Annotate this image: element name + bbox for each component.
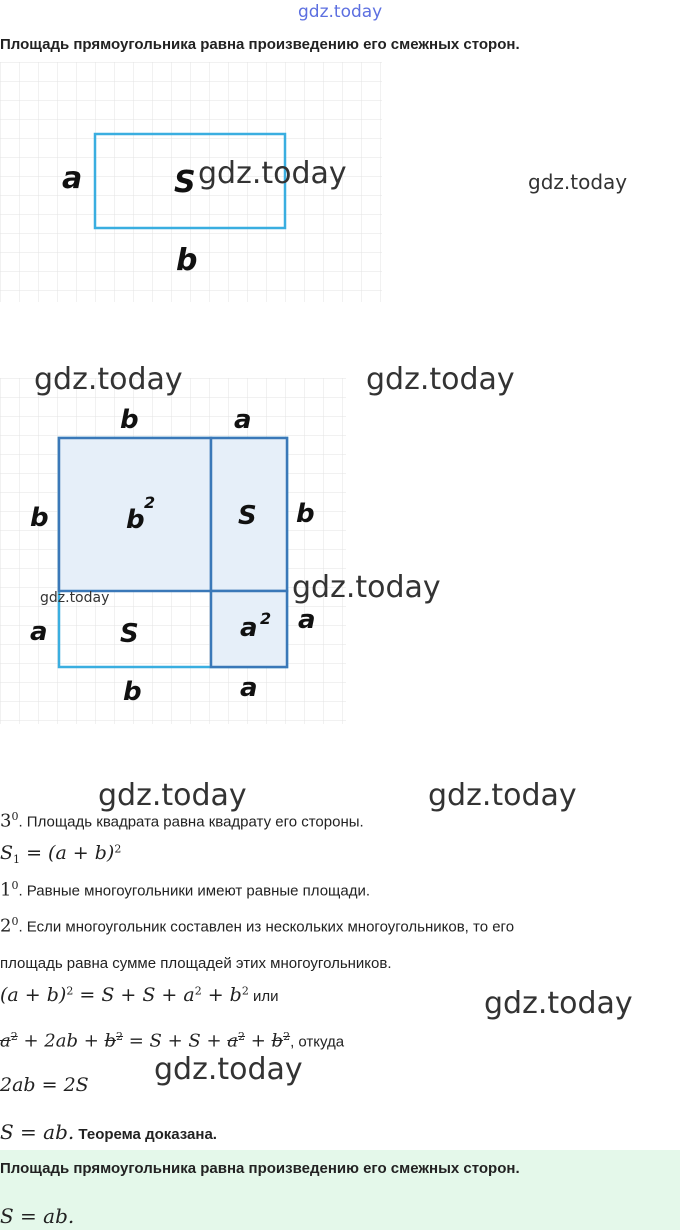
watermark-eq-right: gdz.today [484,986,633,1021]
watermark-fig1-right: gdz.today [528,170,628,194]
label-bottom-b: b [123,677,142,707]
conclusion-box [0,1150,680,1230]
label-right-b: b [296,499,315,529]
label-top-b: b [120,405,139,435]
watermark-text-left: gdz.today [98,778,247,813]
equation-2: $a^2 + 2ab + b^2 = S + S + a^2 + b^2$, откуда [0,1030,345,1052]
watermark-fig1-inside: gdz.today [198,156,347,191]
label-a2-exponent: 2 [260,609,272,628]
figure-2-square-decomposition [0,378,346,724]
watermark-text-right: gdz.today [428,778,577,813]
label-left-a: a [30,617,48,647]
label-right-a: a [298,605,316,635]
label-side-a: a [62,161,83,196]
label-side-b: b [176,243,198,278]
watermark-fig2-small: gdz.today [40,590,110,606]
conclusion-text: Площадь прямоугольника равна произведению его смежных сторон. [0,1160,520,1177]
watermark-eq-mid: gdz.today [154,1052,303,1087]
label-b2-exponent: 2 [144,493,156,512]
label-left-b: b [30,503,49,533]
label-S-top: S [238,501,257,531]
equation-1: $(a + b)^2 = S + S + a^2 + b^2$ или [0,984,279,1006]
label-bottom-a: a [240,673,258,703]
watermark-fig2-mid-right: gdz.today [292,570,441,605]
conclusion-formula: S = ab. [0,1204,75,1228]
label-top-a: a [234,405,252,435]
label-S-bottom: S [120,619,139,649]
formula-S1: $S_1 = (a + b)^2$ [0,842,122,867]
watermark-top: gdz.today [298,2,383,22]
proof-line-2b: площадь равна сумме площадей этих многоугольников. [0,955,392,972]
label-a2: a [240,613,258,643]
proof-line-1: $1^0$. Равные многоугольники имеют равные площади. [0,879,371,901]
label-area-S: S [174,165,196,200]
proof-line-3: $3^0$. Площадь квадрата равна квадрату его стороны. [0,810,364,832]
equation-3: 2ab = 2S [0,1074,89,1096]
label-b2: b [126,505,145,535]
equation-4: S = ab. Теорема доказана. [0,1120,217,1144]
watermark-fig2-top-left: gdz.today [34,362,183,397]
proof-line-2a: $2^0$. Если многоугольник составлен из нескольких многоугольников, то его [0,915,515,937]
heading: Площадь прямоугольника равна произведению его смежных сторон. [0,36,520,53]
watermark-fig2-top-right: gdz.today [366,362,515,397]
